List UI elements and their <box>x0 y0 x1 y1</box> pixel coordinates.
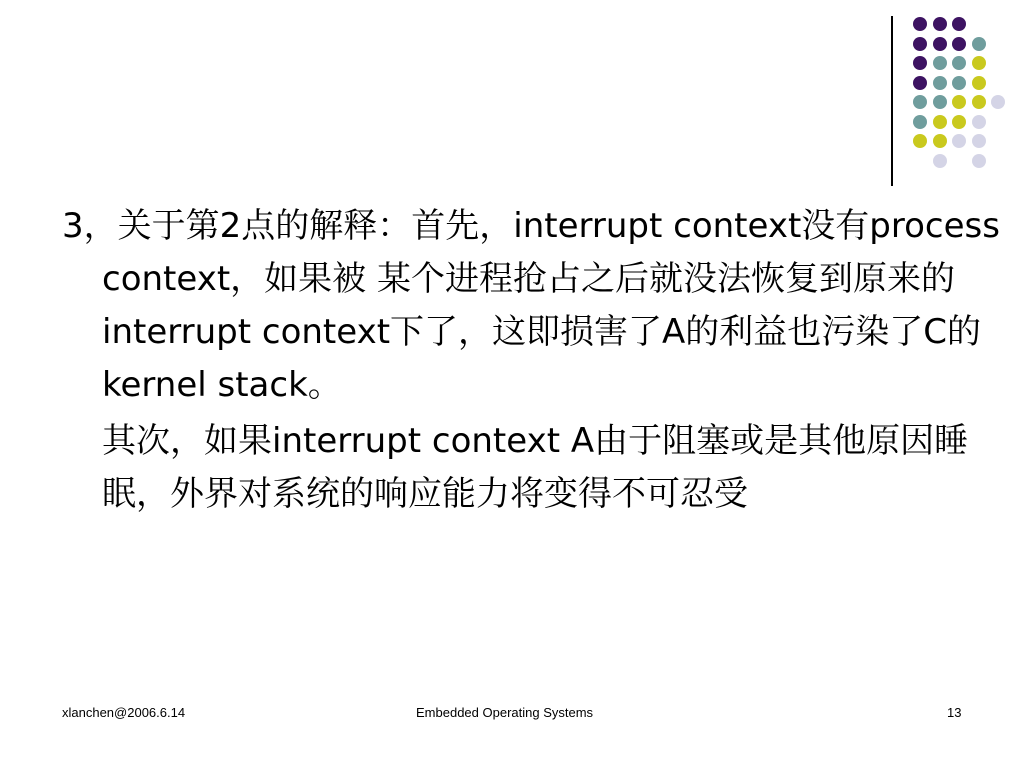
vertical-divider-line <box>891 16 893 186</box>
footer-course-title: Embedded Operating Systems <box>416 705 594 720</box>
paragraph-secondly: 其次，如果interrupt context A由于阻塞或是其他原因睡眠，外界对系统的响应能力将变得不可忍受 <box>102 421 969 514</box>
decorative-dot-teal <box>972 37 986 51</box>
decorative-dot-teal <box>933 56 947 70</box>
decorative-dot-purple <box>913 37 927 51</box>
decorative-dot-olive <box>972 95 986 109</box>
decorative-dot-lavender <box>972 134 986 148</box>
decorative-dot-purple <box>913 17 927 31</box>
decorative-dot-olive <box>972 76 986 90</box>
decorative-dot-purple <box>913 56 927 70</box>
decorative-dot-teal <box>933 95 947 109</box>
footer-page-number: 13 <box>947 705 962 720</box>
decorative-dot-purple <box>952 37 966 51</box>
decorative-dot-olive <box>952 115 966 129</box>
decorative-dot-lavender <box>972 154 986 168</box>
decorative-dot-olive <box>913 134 927 148</box>
decorative-dot-olive <box>933 115 947 129</box>
decorative-dot-olive <box>952 95 966 109</box>
decorative-dot-lavender <box>952 134 966 148</box>
decorative-dot-purple <box>952 17 966 31</box>
decorative-dot-lavender <box>972 115 986 129</box>
paragraph-explanation: 3，关于第2点的解释：首先，interrupt context没有process context，如果被 某个进程抢占之后就没法恢复到原来的interrupt context下了，这即损害了A的利益也污染了C的kernel stack。 <box>62 206 1000 405</box>
slide-body <box>62 200 1002 521</box>
decorative-dot-teal <box>952 56 966 70</box>
decorative-dot-lavender <box>933 154 947 168</box>
decorative-dot-teal <box>913 115 927 129</box>
decorative-dot-purple <box>933 37 947 51</box>
decorative-dot-teal <box>913 95 927 109</box>
decorative-dot-teal <box>952 76 966 90</box>
decorative-dot-lavender <box>991 95 1005 109</box>
decorative-dot-olive <box>933 134 947 148</box>
footer-author-date: xlanchen@2006.6.14 <box>62 705 186 720</box>
decorative-dot-teal <box>933 76 947 90</box>
decorative-dot-purple <box>913 76 927 90</box>
decorative-dot-purple <box>933 17 947 31</box>
decorative-dot-olive <box>972 56 986 70</box>
